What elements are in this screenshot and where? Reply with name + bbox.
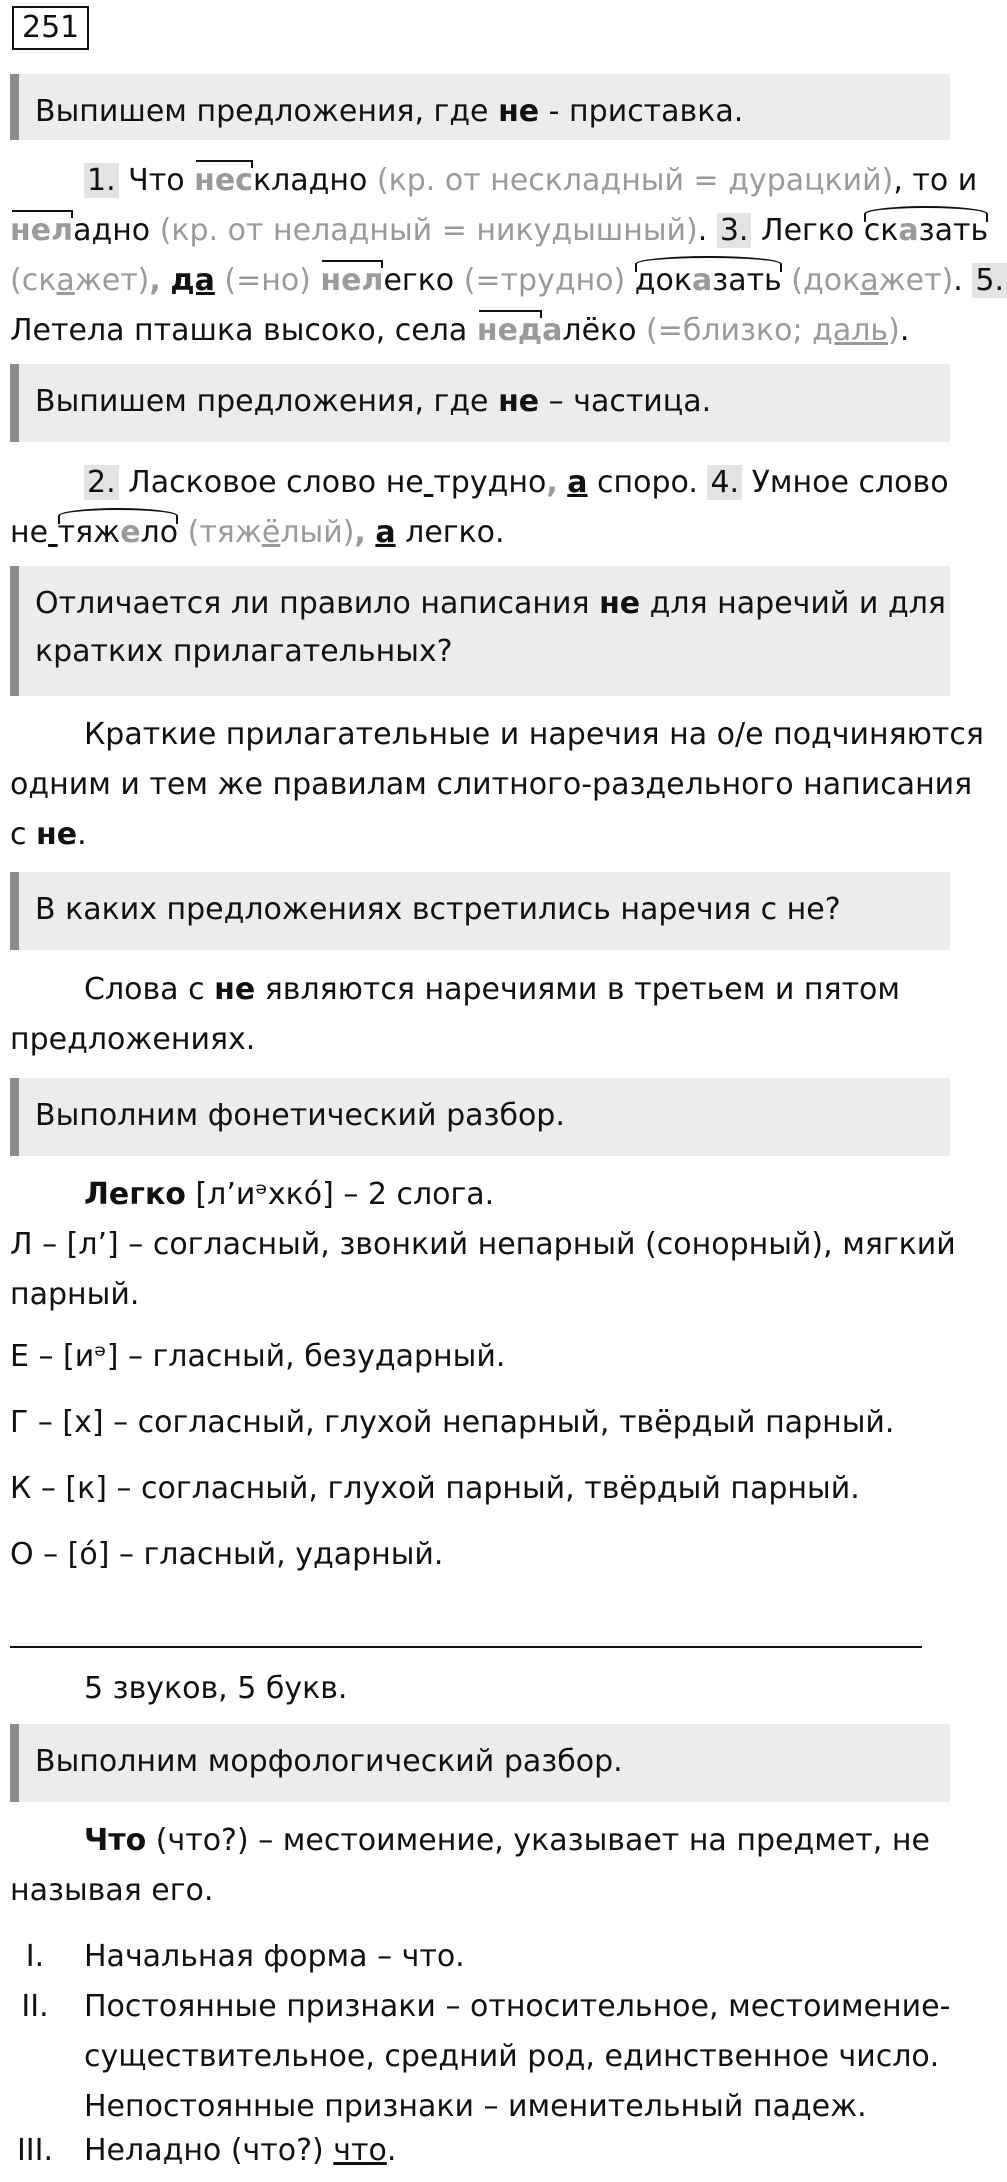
sentence-number: 2. <box>84 465 119 500</box>
divider <box>10 1646 922 1648</box>
analyzed-word: Легко <box>84 1177 186 1212</box>
roman-number: I. <box>25 1939 45 1974</box>
phonetic-line: Г – [х] – согласный, глухой непарный, твёрдый парный. <box>10 1405 895 1440</box>
page: 251 Выпишем предложения, где не - приставка. 1. Что нескладно (кр. от нескладный = дурацкий), то и неладно (кр. от неладный = никудышный). 3. Легко сказать (скажет), да (=но) нелегко (=трудно) доказать (докажет). 5. Летела пташка высоко, села недалёко (=близко; даль). Выпишем предложения, где не – частица. 2. Ласковое слово не трудно, а спорo. 4. Умное слово не тяжело (тяжёлый), а легко. Отличается ли правило написания не для наречий и для кратких прилагательных? Краткие прилагательные и наречия на о/е подчиняются одним и тем же правилам слитного-раздельного написания с не. В каких предложениях встретились наречия с не? Слова с не являются наречиями в третьем и пятом предложениях. Выполним фонетический разбор. Легко [л’иᵊхкó] – 2 слога. Л – [л’] – согласный, звонкий непарный (сонорный), мягкий парный. Е – [иᵊ] – гласный, безударный. Г – [х] – согласный, глухой непарный, твёрдый парный. К – [к] – согласный, глухой парный, твёрдый парный. О – [ó] – гласный, ударный. 5 звуков, 5 букв. Выполним морфологический разбор. Что (что?) – местоимение, указывает на предмет, не называя его. I. Начальная форма – что. II. Постоянные признаки – относительное, местоимение- существительное, средний род, единственное число. Непостоянные признаки – именительный падеж. III. Неладно (что?) что. <box>0 0 960 2182</box>
morpheme-prefix-mark: нел <box>10 206 73 256</box>
conjunction: а <box>375 515 396 550</box>
header-bold: не <box>498 94 540 129</box>
conjunction: да <box>170 263 215 298</box>
morpheme-prefix-mark: нес <box>194 156 253 206</box>
sentence-number: 3. <box>717 213 752 248</box>
morph-header: Выполним морфологический разбор. <box>10 1724 950 1802</box>
question-header: Отличается ли правило написания не для наречий и для кратких прилагательных? <box>10 566 950 696</box>
root-arc: тяжело <box>58 508 178 558</box>
sentence-number: 1. <box>84 163 119 198</box>
roman-number: III. <box>16 2133 54 2168</box>
analyzed-word: Что <box>84 1823 147 1858</box>
morph-item: II. Постоянные признаки – относительное, местоимение- существительное, средний род, единственное число. Непостоянные признаки – именительный падеж. <box>10 1982 954 2132</box>
exercise-number: 251 <box>12 6 89 50</box>
root-arc: сказать <box>864 206 988 256</box>
root-arc: доказать <box>635 256 782 306</box>
task-header-prefix <box>10 74 950 140</box>
answer-rule: Краткие прилагательные и наречия на о/е подчиняются одним и тем же правилам слитного-раздельного написания с не. <box>10 717 984 852</box>
answer-adverbs: Слова с не являются наречиями в третьем и пятом предложениях. <box>10 972 901 1057</box>
header-text: Выпишем предложения, где <box>35 94 499 129</box>
phonetic-analysis: Легко [л’иᵊхкó] – 2 слога. Л – [л’] – согласный, звонкий непарный (сонорный), мягкий парный. <box>10 1177 956 1312</box>
phonetic-summary: 5 звуков, 5 букв. <box>84 1671 348 1706</box>
sentences-prefix: 1. Что нескладно (кр. от нескладный = дурацкий), то и неладно (кр. от неладный = никудышный). 3. Легко сказать (скажет), да (=но) нелегко (=трудно) доказать (докажет). 5. Летела пташка высоко, села недалёко (=близко; даль). <box>10 156 954 356</box>
morpheme-prefix-mark: нед <box>477 306 542 356</box>
phonetic-line: О – [ó] – гласный, ударный. <box>10 1537 444 1572</box>
phonetic-line: Е – [иᵊ] – гласный, безударный. <box>10 1339 506 1374</box>
sentence-number: 4. <box>707 465 742 500</box>
phonetic-line: К – [к] – согласный, глухой парный, твёрдый парный. <box>10 1471 860 1506</box>
sentences-particle: 2. Ласковое слово не трудно, а спорo. 4. Умное слово не тяжело (тяжёлый), а легко. <box>10 458 954 558</box>
task-header-particle: Выпишем предложения, где не – частица. <box>10 364 950 442</box>
sentence-number: 5. <box>972 263 1007 298</box>
phonetic-header: Выполним фонетический разбор. <box>10 1078 950 1156</box>
roman-number: II. <box>21 1989 49 2024</box>
morpheme-prefix-mark: нел <box>320 256 383 306</box>
header-text: - приставка. <box>539 94 744 129</box>
morph-intro: Что (что?) – местоимение, указывает на предмет, не называя его. <box>10 1823 930 1908</box>
conjunction: а <box>567 465 588 500</box>
question-header-adverbs: В каких предложениях встретились наречия с не? <box>10 872 950 950</box>
